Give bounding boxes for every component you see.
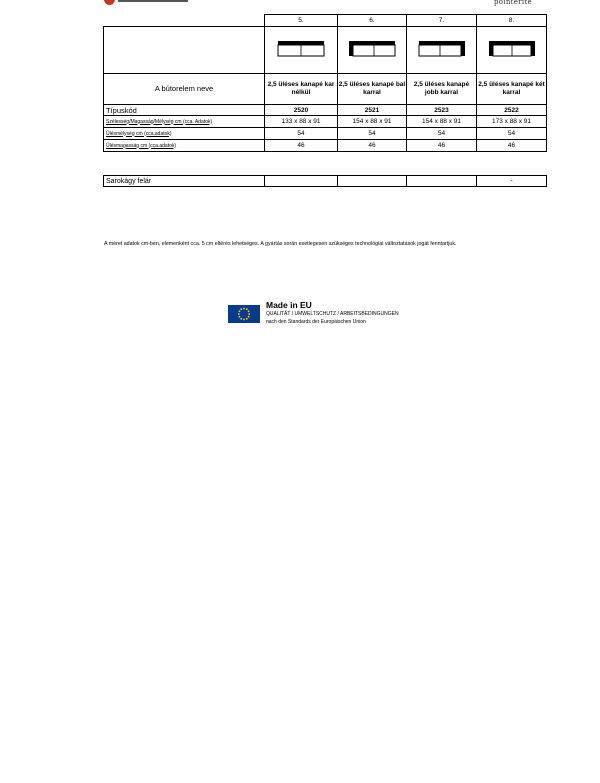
sofa-right-arm-icon (417, 39, 467, 59)
row-label-code: Típuskód (104, 105, 265, 116)
column-number-row (104, 15, 547, 27)
footnote: A méret adatok cm-ben, elemenként cca. 5 cm eltérés lehetséges. A gyártás során esetlegesen szükséges technológiai változtatások jogát fenntartjuk. (104, 241, 457, 247)
dimensions-value: 133 x 88 x 91 (265, 116, 338, 128)
sofa-left-arm-icon (347, 39, 397, 59)
seat-height-value: 46 (265, 140, 338, 152)
column-number: 6. (338, 15, 407, 27)
type-code-row (104, 105, 547, 116)
row-label-dims: Szélesség/Magasság/Mélység cm (cca. Adatok) (104, 116, 265, 128)
product-title: 2,5 üléses kanapé jobb karral (407, 74, 477, 105)
brand-logo (104, 0, 190, 6)
extra-charge-table (103, 175, 547, 187)
seat-height-row (104, 140, 547, 152)
extra-charge-value (265, 176, 338, 187)
row-label-name: A bútorelem neve (104, 74, 265, 105)
logo-wordmark (118, 0, 188, 2)
seat-height-value: 46 (407, 140, 477, 152)
type-code: 2521 (338, 105, 407, 116)
seat-height-value: 46 (338, 140, 407, 152)
seat-depth-value: 54 (477, 128, 547, 140)
extra-charge-row (104, 176, 547, 187)
product-title: 2,5 üléses kanapé két karral (477, 74, 547, 105)
seat-height-value: 46 (477, 140, 547, 152)
type-code: 2523 (407, 105, 477, 116)
row-label-seat-depth: Ülésmélység cm (cca.adatok) (104, 128, 265, 140)
seat-depth-value: 54 (265, 128, 338, 140)
dimensions-row (104, 116, 547, 128)
product-name-row (104, 74, 547, 105)
product-title: 2,5 üléses kanapé bal karral (338, 74, 407, 105)
sofa-no-arms-cell (265, 27, 338, 74)
picture-row (104, 27, 547, 74)
extra-charge-value (338, 176, 407, 187)
extra-charge-label: Sarokágy felár (104, 176, 265, 187)
extra-charge-value (407, 176, 477, 187)
right-logo: pointerite (494, 0, 532, 6)
product-spec-table (103, 14, 547, 152)
column-number: 7. (407, 15, 477, 27)
eu-flag-icon (228, 305, 260, 323)
sofa-two-arms-cell (477, 27, 547, 74)
logo-mark-icon (104, 0, 115, 5)
type-code: 2522 (477, 105, 547, 116)
seat-depth-value: 54 (407, 128, 477, 140)
column-number: 5. (265, 15, 338, 27)
sofa-left-arm-cell (338, 27, 407, 74)
dimensions-value: 154 x 88 x 91 (407, 116, 477, 128)
sofa-right-arm-cell (407, 27, 477, 74)
sofa-two-arms-icon (487, 39, 537, 59)
product-title: 2,5 üléses kanapé kar nélkül (265, 74, 338, 105)
sofa-no-arms-icon (276, 39, 326, 59)
column-number: 8. (477, 15, 547, 27)
eu-badge-title: Made in EU (266, 300, 312, 310)
dimensions-value: 154 x 88 x 91 (338, 116, 407, 128)
eu-badge-line2: nach den Standards der Europäischen Union (266, 319, 366, 325)
seat-depth-value: 54 (338, 128, 407, 140)
type-code: 2520 (265, 105, 338, 116)
eu-badge-line1: QUALITÄT / UMWELTSCHUTZ / ARBEITSBEDINGUNGEN (266, 311, 399, 317)
seat-depth-row (104, 128, 547, 140)
extra-charge-value: - (477, 176, 547, 187)
row-label-seat-height: Ülésmagasság cm (cca.adatok) (104, 140, 265, 152)
dimensions-value: 173 x 88 x 91 (477, 116, 547, 128)
